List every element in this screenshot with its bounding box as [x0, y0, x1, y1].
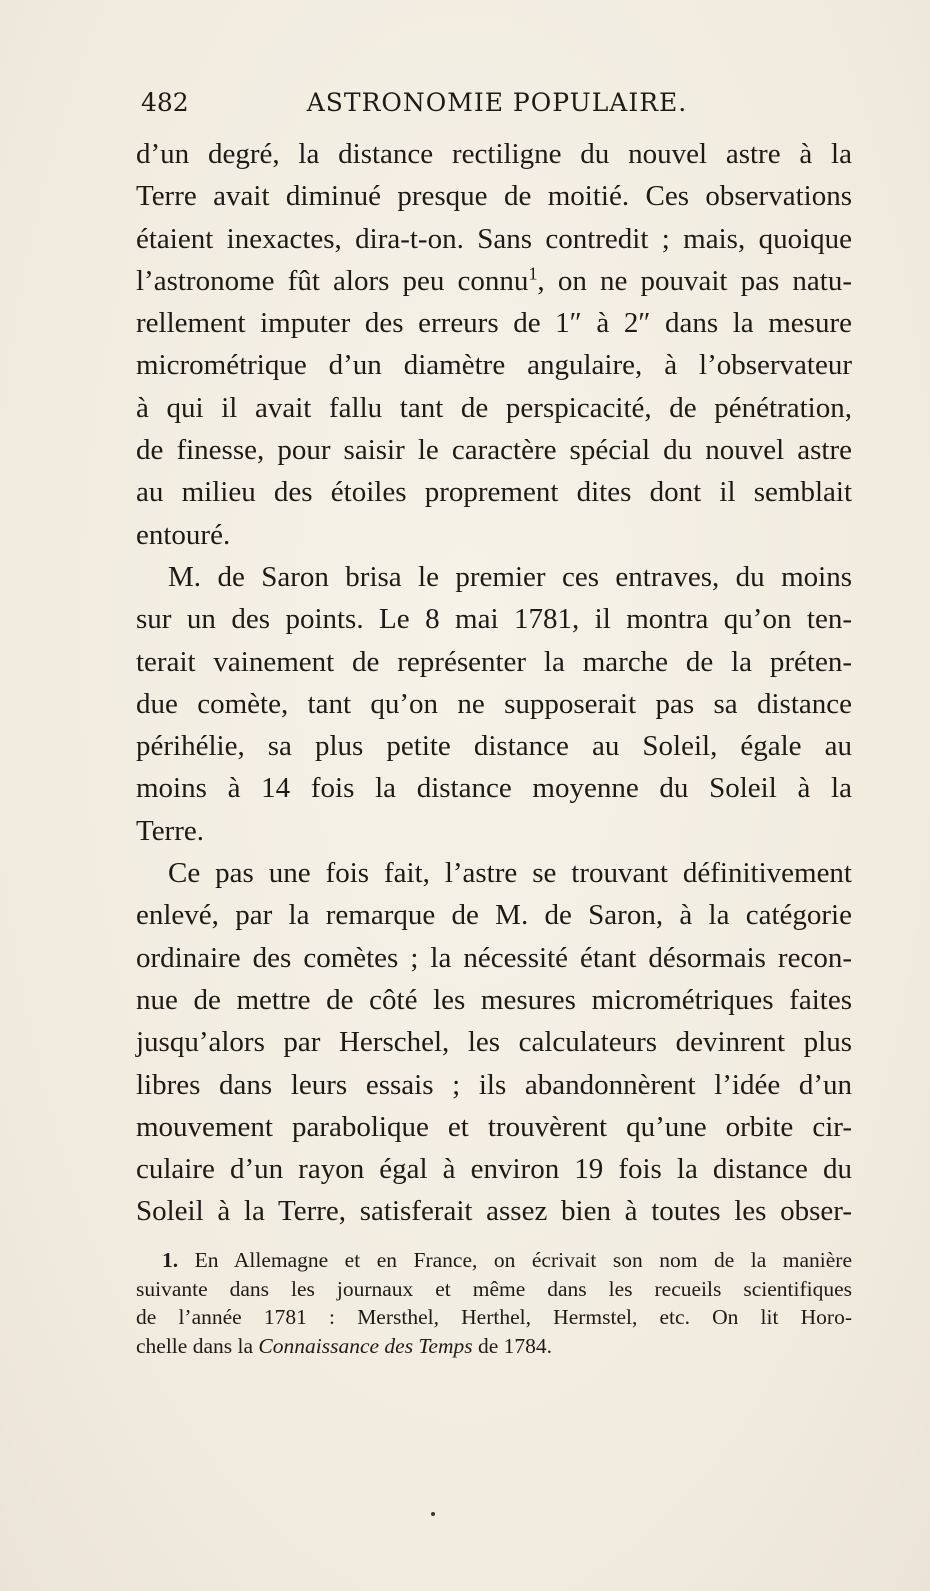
text-line: sur un des points. Le 8 mai 1781, il montra qu’on ten-: [136, 603, 852, 636]
footnote-line: de l’année 1781 : Mersthel, Herthel, Hermstel, etc. On lit Horo-: [136, 1305, 852, 1329]
text-line: Soleil à la Terre, satisferait assez bien à toutes les obser-: [136, 1195, 852, 1228]
footnote-reference[interactable]: 1: [528, 263, 538, 284]
text-line: à qui il avait fallu tant de perspicacité, de pénétration,: [136, 391, 852, 424]
text-line: [136, 260, 852, 302]
footnote-number: 1.: [162, 1248, 179, 1272]
text-line: jusqu’alors par Herschel, les calculateurs devinrent plus: [136, 1026, 852, 1059]
footnote-line: [136, 1246, 852, 1275]
text-line: au milieu des étoiles proprement dites dont il semblait: [136, 476, 852, 509]
text-line: Terre.: [136, 814, 204, 847]
text-line: culaire d’un rayon égal à environ 19 fois la distance du: [136, 1153, 852, 1186]
text-line: entouré.: [136, 518, 231, 551]
text-line: micrométrique d’un diamètre angulaire, à l’observateur: [136, 349, 852, 382]
text-line: libres dans leurs essais ; ils abandonnèrent l’idée d’un: [136, 1068, 852, 1101]
text-line: M. de Saron brisa le premier ces entraves, du moins: [168, 560, 852, 593]
page-number: 482: [141, 88, 189, 117]
text-line: moins à 14 fois la distance moyenne du Soleil à la: [136, 772, 852, 805]
text-line: mouvement parabolique et trouvèrent qu’une orbite cir-: [136, 1110, 852, 1143]
text-line: d’un degré, la distance rectiligne du nouvel astre à la: [136, 138, 852, 170]
footnote-line-text: En Allemagne et en France, on écrivait son nom de la manière: [194, 1248, 853, 1272]
text-line-head: l’astronome fût alors peu connu: [136, 264, 529, 297]
text-line: terait vainement de représenter la marche de la préten-: [136, 645, 852, 678]
text-line: due comète, tant qu’on ne supposerait pas sa distance: [136, 687, 852, 720]
footnote-line: suivante dans les journaux et même dans les recueils scientifiques: [136, 1276, 852, 1301]
text-line: étaient inexactes, dira-t-on. Sans contredit ; mais, quoique: [136, 222, 852, 255]
footnote-line-text: chelle dans la: [136, 1333, 259, 1358]
text-line: nue de mettre de côté les mesures micrométriques faites: [136, 983, 852, 1016]
text-line: enlevé, par la remarque de M. de Saron, à la catégorie: [136, 899, 852, 932]
running-title: ASTRONOMIE POPULAIRE.: [306, 88, 688, 117]
text-line: Terre avait diminué presque de moitié. Ces observations: [136, 180, 852, 213]
footnote-italic-title: Connaissance des Temps: [258, 1333, 473, 1358]
ink-speck: [431, 1512, 435, 1516]
footnote-line: [136, 1332, 852, 1361]
text-line: Ce pas une fois fait, l’astre se trouvant définitivement: [168, 857, 852, 890]
text-line-tail: , on ne pouvait pas natu-: [537, 264, 853, 297]
footnote: [136, 1246, 852, 1360]
body-text: [136, 133, 852, 1233]
footnote-line-tail: de 1784.: [472, 1333, 553, 1358]
text-line: ordinaire des comètes ; la nécessité étant désormais recon-: [136, 941, 852, 974]
text-line: périhélie, sa plus petite distance au Soleil, égale au: [136, 730, 852, 763]
text-line: rellement imputer des erreurs de 1″ à 2″ dans la mesure: [136, 307, 852, 340]
text-line: de finesse, pour saisir le caractère spécial du nouvel astre: [136, 434, 852, 467]
page-header: [141, 86, 853, 120]
